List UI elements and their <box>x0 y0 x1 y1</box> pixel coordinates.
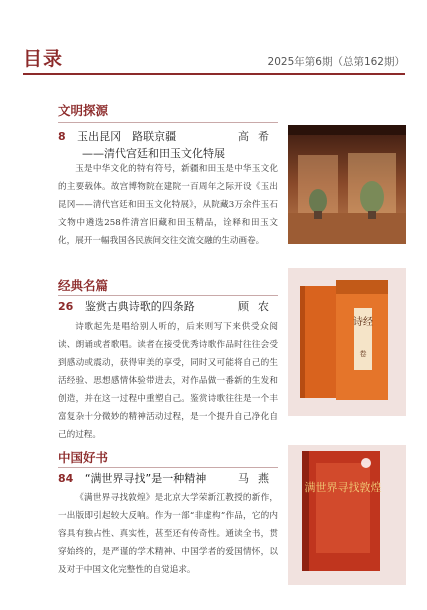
entry-title: “满世界寻找”是一种精神 <box>84 472 207 485</box>
toc-entry-3[interactable] <box>58 470 278 486</box>
section-title-1: 文明探源 <box>58 103 109 118</box>
entry-title: 鉴赏古典诗歌的四条路 <box>84 300 195 313</box>
entry-page-number: 8 <box>58 130 66 143</box>
section-rule-2 <box>58 295 278 296</box>
entry-page-number: 26 <box>58 300 74 313</box>
page-title: 目录 <box>23 48 64 70</box>
page-header <box>0 0 427 78</box>
book-volume-text: 卷 <box>359 350 367 358</box>
entry-page-number: 84 <box>58 472 74 485</box>
entry-summary: 玉是中华文化的特有符号，新疆和田玉是中华玉文化的主要载体。故宫博物院在建院一百周年之际开设《玉出昆冈——清代宫廷和田玉文化特展》，从院藏3万余件玉石文物中遴选258件清宫旧藏和田玉精品，诠释和田玉文化，展开一幅我国各民族间交往交流交融的生动画卷。 <box>58 164 278 246</box>
section-rule-1 <box>58 122 278 123</box>
entry-summary: 诗歌起先是唱给别人听的，后来则写下来供受众阅读、朗诵或者歌唱。读者在接受优秀诗歌作品时往往会受到感动或震动，获得审美的享受，同时又可能将自己的生活经验、思想感情体验带进去，对作品做一番新的生发和创造，并在这一过程中重塑自己。鉴赏诗歌往往是一个丰富复杂十分微妙的精神活动过程，是一个提升自己净化自己的过程。 <box>58 322 278 440</box>
section-title-2: 经典名篇 <box>58 278 109 293</box>
book-title-text: 诗经 <box>353 317 373 328</box>
entry-author: 顾农 <box>238 300 278 313</box>
entry-author: 高希 <box>238 130 278 143</box>
entry-author: 马燕 <box>238 472 278 485</box>
entry-subtitle: ——清代宫廷和田玉文化特展 <box>82 147 225 160</box>
book-photo-shijing <box>288 268 406 416</box>
section-title-3: 中国好书 <box>58 450 109 465</box>
entry-summary: 《满世界寻找敦煌》是北京大学荣新江教授的新作，一出版即引起较大反响。作为一部“非虚构”作品，它的内容具有独占性、真实性，甚至还有传奇性。通读全书，贯穿始终的，是严谨的学术精神、中国学者的爱国情怀，以及对于中国文化完整性的自觉追求。 <box>58 493 278 575</box>
book-cover-title: 满世界寻找敦煌 <box>304 481 382 494</box>
entry-title: 玉出昆冈 路联京疆 <box>77 130 177 143</box>
toc-entry-2[interactable] <box>58 298 278 314</box>
issue-number: 2025年第6期（总第162期） <box>267 56 405 68</box>
toc-entry-1[interactable] <box>58 128 278 144</box>
header-rule <box>23 73 405 75</box>
exhibition-photo <box>288 125 406 244</box>
section-rule-3 <box>58 467 278 468</box>
book-photo-dunhuang <box>288 445 406 585</box>
